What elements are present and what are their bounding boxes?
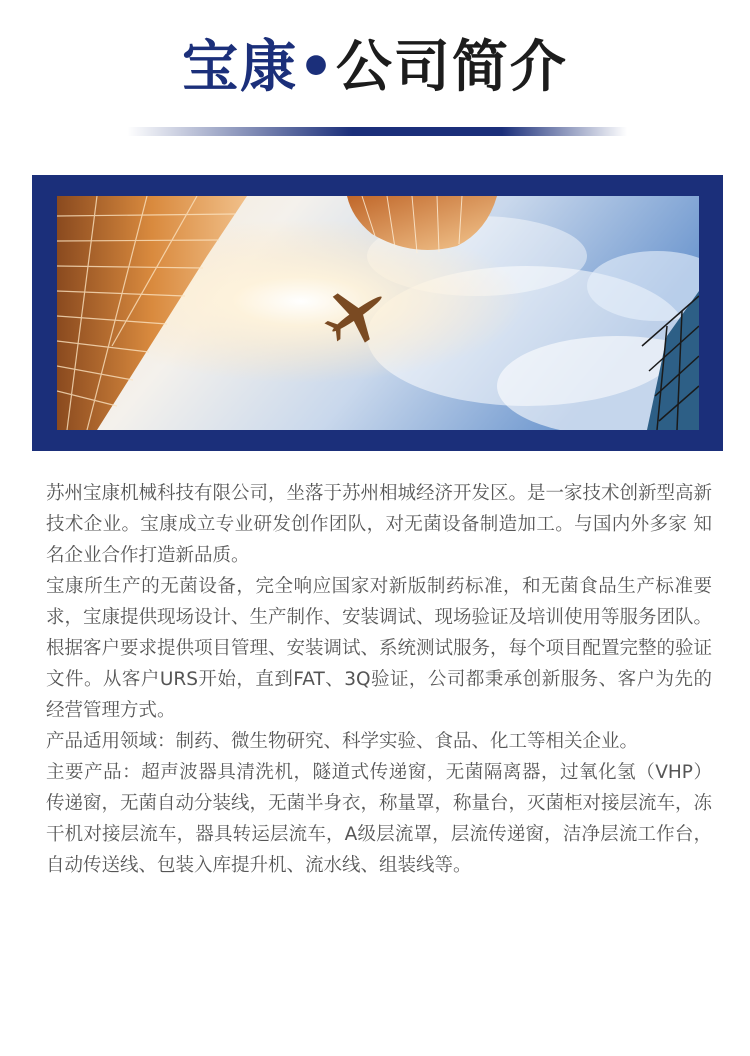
title-brand: 宝康	[182, 35, 299, 100]
title-dot: •	[298, 35, 336, 100]
hero-image	[57, 196, 699, 430]
intro-paragraph-2: 宝康所生产的无菌设备，完全响应国家对新版制药标准，和无菌食品生产标准要求，宝康提供现场设计、生产制作、安装调试、现场验证及培训使用等服务团队。根据客户要求提供项目管理、安装调试、系统测试服务，每个项目配置完整的验证文件。从客户URS开始，直到FAT、3Q验证，公司都秉承创新服务、客户为先的经营管理方式。	[46, 576, 713, 721]
title-text: 公司简介	[335, 35, 568, 100]
intro-paragraph-1: 苏州宝康机械科技有限公司，坐落于苏州相城经济开发区。是一家技术创新型高新技术企业。宝康成立专业研发创作团队，对无菌设备制造加工。与国内外多家 知名企业合作打造新品质。	[46, 483, 713, 566]
company-intro	[46, 478, 712, 881]
sky-buildings-airplane-illustration	[57, 196, 699, 430]
page-title	[0, 26, 750, 110]
title-underline	[127, 127, 627, 136]
intro-paragraph-3: 产品适用领域：制药、微生物研究、科学实验、食品、化工等相关企业。	[46, 731, 639, 752]
hero-image-frame	[32, 175, 723, 451]
intro-paragraph-4: 主要产品：超声波器具清洗机，隧道式传递窗，无菌隔离器，过氧化氢（VHP）传递窗，无菌自动分装线，无菌半身衣，称量罩，称量台，灭菌柜对接层流车，冻干机对接层流车，器具转运层流车，A级层流罩，层流传递窗，洁净层流工作台，自动传送线、包装入库提升机、流水线、组装线等。	[46, 762, 713, 876]
